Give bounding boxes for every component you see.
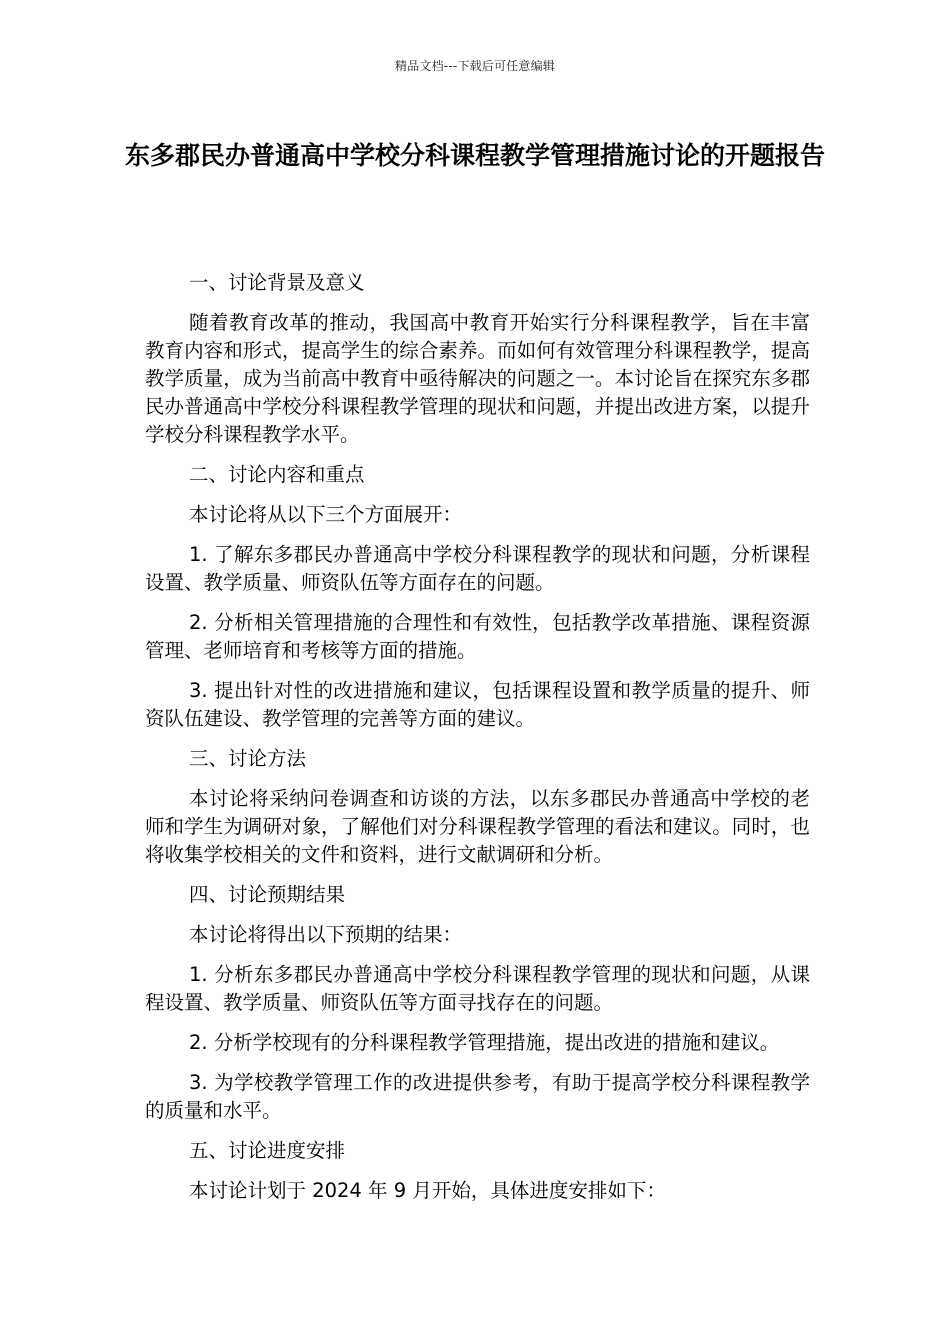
section-heading-method: 三、讨论方法: [189, 747, 307, 770]
section-heading-content: 二、讨论内容和重点: [189, 463, 365, 486]
section-heading-background: 一、讨论背景及意义: [189, 271, 365, 294]
list-item-results-3: 3. 为学校教学管理工作的改进提供参考，有助于提高学校分科课程教学的质量和水平。: [145, 1071, 810, 1122]
header-note: 精品文档---下载后可任意编辑: [395, 59, 555, 73]
paragraph-method: 本讨论将采纳问卷调查和访谈的方法，以东多郡民办普通高中学校的老师和学生为调研对象，了解他们对分科课程教学管理的看法和建议。同时，也将收集学校相关的文件和资料，进行文献调研和分析。: [145, 787, 810, 866]
list-item-results-1: 1. 分析东多郡民办普通高中学校分科课程教学管理的现状和问题，从课程设置、教学质量、师资队伍等方面寻找存在的问题。: [145, 963, 810, 1014]
paragraph-content-intro: 本讨论将从以下三个方面展开：: [189, 503, 463, 526]
paragraph-background: 随着教育改革的推动，我国高中教育开始实行分科课程教学，旨在丰富教育内容和形式，提高学生的综合素养。而如何有效管理分科课程教学，提高教学质量，成为当前高中教育中亟待解决的问题之一。本讨论旨在探究东多郡民办普通高中学校分科课程教学管理的现状和问题，并提出改进方案，以提升学校分科课程教学水平。: [145, 311, 810, 446]
document-title: 东多郡民办普通高中学校分科课程教学管理措施讨论的开题报告: [124, 141, 825, 170]
list-item-content-1: 1. 了解东多郡民办普通高中学校分科课程教学的现状和问题，分析课程设置、教学质量、师资队伍等方面存在的问题。: [145, 543, 810, 594]
section-heading-schedule: 五、讨论进度安排: [189, 1139, 346, 1162]
paragraph-schedule: 本讨论计划于 2024 年 9 月开始，具体进度安排如下：: [189, 1179, 666, 1202]
paragraph-results-intro: 本讨论将得出以下预期的结果：: [189, 923, 463, 946]
list-item-results-2: 2. 分析学校现有的分科课程教学管理措施，提出改进的措施和建议。: [189, 1031, 780, 1054]
list-item-content-3: 3. 提出针对性的改进措施和建议，包括课程设置和教学质量的提升、师资队伍建设、教学管理的完善等方面的建议。: [145, 679, 810, 730]
document-body: [145, 269, 810, 1217]
list-item-content-2: 2. 分析相关管理措施的合理性和有效性，包括教学改革措施、课程资源管理、老师培育和考核等方面的措施。: [145, 611, 810, 662]
section-heading-results: 四、讨论预期结果: [189, 883, 346, 906]
